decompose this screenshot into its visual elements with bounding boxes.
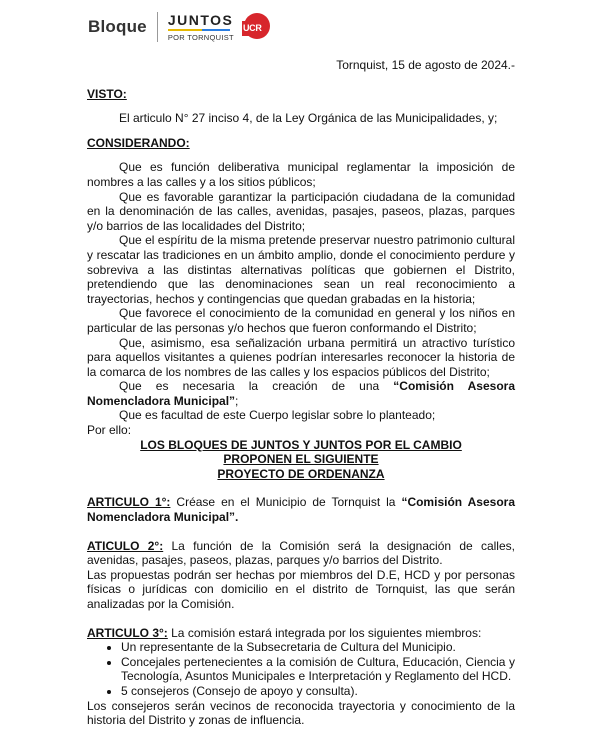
considerando-paragraph: Que favorece el conocimiento de la comunidad en general y los niños en particular de las personas y/o hechos que fueron conformando el Distrito; xyxy=(87,306,515,335)
letterhead xyxy=(88,10,272,44)
considerando-paragraph-comision xyxy=(87,379,515,408)
article-3-closing: Los consejeros serán vecinos de reconocida trayectoria y conocimiento de la historia del Distrito y zonas de influencia. xyxy=(87,698,515,728)
article-2-label: ATICULO 2°: xyxy=(87,538,164,553)
visto-text: El articulo N° 27 inciso 4, de la Ley Orgánica de las Municipalidades, y; xyxy=(119,111,498,126)
article-3-members-list xyxy=(87,640,515,698)
article-1 xyxy=(87,495,515,524)
juntos-logo-bar xyxy=(168,29,230,31)
juntos-logo-text: JUNTOS xyxy=(167,11,234,28)
considerando-paragraph: Que el espíritu de la misma pretende preservar nuestro patrimonio cultural y rescatar las tradiciones en un ámbito amplio, donde el conocimiento perdure y sobreviva a las distintas alternativas políticas que gobiernen el Distrito, pretendiendo que las denominaciones sean un real reconocimiento a trayectorias, hechos y contingencias que quedan grabadas en la historia; xyxy=(87,233,515,306)
considerando-paragraph: Que es favorable garantizar la participación ciudadana de la comunidad en la denominación de las calles, avenidas, pasajes, paseos, plazas, parques y/o barrios de las localidades del Distrito; xyxy=(87,189,515,233)
juntos-logo xyxy=(168,13,234,42)
considerando-paragraph: Que es función deliberativa municipal reglamentar la imposición de nombres a las calles y a los sitios públicos; xyxy=(87,160,515,189)
ordinance-title-line3: PROYECTO DE ORDENANZA xyxy=(217,466,385,481)
article-1-label: ARTICULO 1°: xyxy=(87,495,171,510)
bloque-logo-text: Bloque xyxy=(88,16,147,36)
list-item: • Un representante de la Subsecretaria de Cultura del Municipio. xyxy=(121,640,515,655)
ordinance-title-line1: LOS BLOQUES DE JUNTOS Y JUNTOS POR EL CAMBIO xyxy=(140,437,462,452)
considerando-p6-text: Que es necesaria la creación de una xyxy=(119,379,394,394)
article-1-text: Créase en el Municipio de Tornquist la xyxy=(170,495,402,510)
considerando-p6-bold: “Comisión Asesora Nomencladora Municipal” xyxy=(87,379,515,408)
ordinance-title-line2: PROPONEN EL SIGUIENTE xyxy=(223,452,379,467)
por-ello: Por ello: xyxy=(87,423,132,438)
visto-heading: VISTO: xyxy=(87,86,127,101)
article-3-label: ARTICULO 3°: xyxy=(87,625,168,640)
list-item: • 5 consejeros (Consejo de apoyo y consulta). xyxy=(121,684,515,699)
logo-divider xyxy=(157,12,158,42)
article-3 xyxy=(87,626,515,641)
article-1-bold: “Comisión Asesora Nomencladora Municipal” xyxy=(87,495,515,525)
ucr-logo-text: UCR xyxy=(242,21,263,36)
juntos-logo-subtext: POR TORNQUIST xyxy=(167,32,234,42)
ucr-logo xyxy=(244,13,272,41)
considerando-heading: CONSIDERANDO: xyxy=(87,135,190,150)
considerando-p6-end: ; xyxy=(235,393,239,408)
article-2-paragraph: Las propuestas podrán ser hechas por miembros del D.E, HCD y por personas físicas o jurídicas con domicilio en el distrito de Tornquist, las que serán analizadas por la Comisión. xyxy=(87,567,515,611)
document-body xyxy=(87,58,515,728)
document-date: Tornquist, 15 de agosto de 2024.- xyxy=(336,58,515,72)
article-3-text: La comisión estará integrada por los siguientes miembros: xyxy=(167,625,482,640)
list-item: • Concejales pertenecientes a la comisión de Cultura, Educación, Ciencia y Tecnología, Asuntos Municipales e Interpretación y Reglamento del HCD. xyxy=(121,655,515,684)
considerando-paragraph: Que, asimismo, esa señalización urbana permitirá un atractivo turístico para aquellos visitantes a quienes podrían interesarles reconocer la historia de la comarca de los nombres de las calles y los espacios públicos del Distrito; xyxy=(87,335,515,379)
article-2 xyxy=(87,539,515,568)
considerando-paragraph: Que es facultad de este Cuerpo legislar sobre lo planteado; xyxy=(119,408,436,423)
article-2-text: La función de la Comisión será la designación de calles, avenidas, pasajes, paseos, plazas, parques y/o barrios del Distrito. xyxy=(87,538,515,568)
article-1-end: . xyxy=(235,510,239,525)
